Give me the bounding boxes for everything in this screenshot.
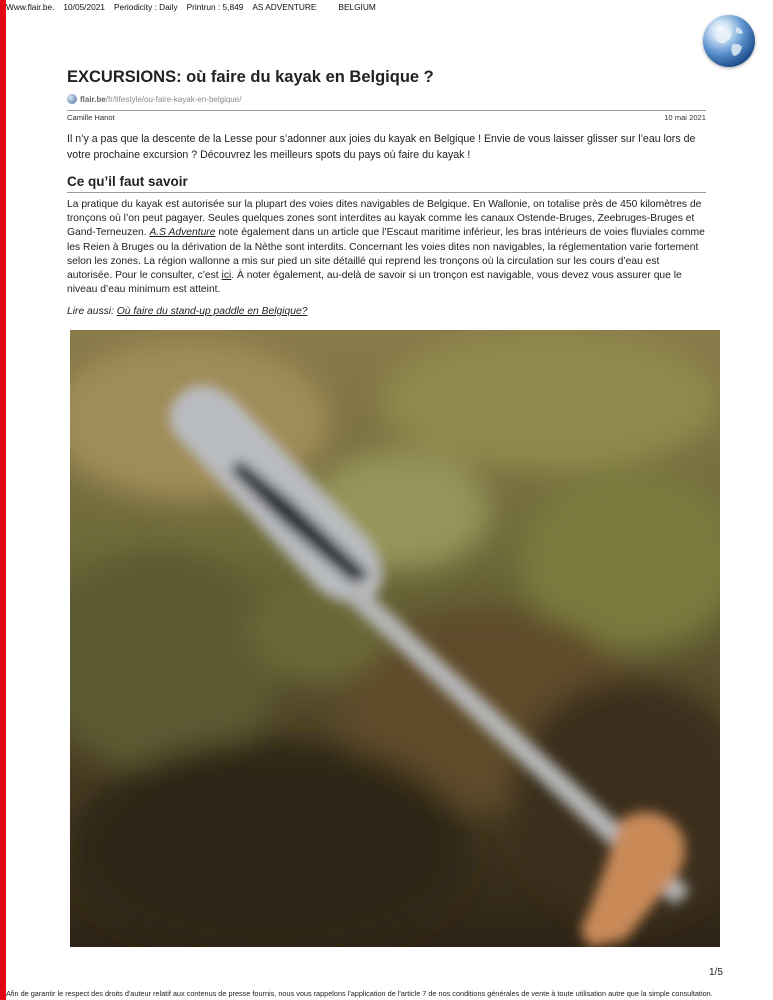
publish-date: 10 mai 2021 xyxy=(664,113,706,122)
source-site: flair.be xyxy=(80,95,106,104)
as-adventure-link[interactable]: A.S Adventure xyxy=(149,227,216,239)
site-favicon-icon xyxy=(67,94,77,104)
article-intro: Il n’y a pas que la descente de la Lesse pour s’adonner aux joies du kayak en Belgique ! Envie de vous laisser glisser sur l’eau lors de votre prochaine excursion ? Découvrez les meilleurs spots du pays où faire du kayak ! xyxy=(67,133,696,161)
meta-date: 10/05/2021 xyxy=(63,2,105,12)
byline xyxy=(67,113,706,122)
body-text-3: . À noter également, au-delà de savoir si un tronçon est navigable, vous devez vous assurer que le niveau d’eau minimum est atteint. xyxy=(67,270,682,296)
article-body xyxy=(67,198,707,297)
globe-icon xyxy=(703,15,755,67)
article-title: EXCURSIONS: où faire du kayak en Belgique ? xyxy=(67,68,434,86)
meta-printrun: Printrun : 5,849 xyxy=(186,2,244,12)
meta-source: Www.flair.be. xyxy=(6,2,55,12)
source-url[interactable] xyxy=(67,94,706,111)
author: Camille Hanot xyxy=(67,113,115,122)
read-also-link[interactable]: Où faire du stand-up paddle en Belgique? xyxy=(116,306,308,317)
kayak-paddle-photo xyxy=(70,330,720,947)
ici-link[interactable]: ici xyxy=(221,270,232,282)
red-margin-bar xyxy=(0,0,6,1000)
read-also xyxy=(67,306,307,317)
body-text-2: note également dans un article que l’Escaut maritime inférieur, les bras intérieurs de voies fluviales comme les Reien à Bruges ou la dérivation de la Nèthe sont interdits. Concernant les voies dites non navigables, la réglementation varie fortement selon les zones. La région wallonne a mis sur pied un site détaillé qui reprend les tronçons où la circulation sur les cours d’eau est autorisée. Pour le consulter, c’est xyxy=(67,227,705,282)
copyright-footer: Afin de garantir le respect des droits d'auteur relatif aux contenus de presse fournis, nous vous rappelons l'application de l'article 7 de nos conditions générales de vente à toute utilisation autre que la simple consultation. xyxy=(6,989,713,998)
press-metadata xyxy=(6,2,385,12)
body-text-1: La pratique du kayak est autorisée sur la plupart des voies dites navigables de Belgique. En Wallonie, on totalise près de 450 kilomètres de tronçons où l’on peut pagayer. Seules quelques zones sont interdites au kayak comme les canaux Ostende-Bruges, Zeebruges-Bruges et Gand-Terneuzen. xyxy=(67,199,702,239)
meta-periodicity: Periodicity : Daily xyxy=(113,2,178,12)
page-number: 1/5 xyxy=(709,967,723,978)
section-heading: Ce qu’il faut savoir xyxy=(67,174,706,193)
read-also-label: Lire aussi: xyxy=(67,306,117,317)
source-path: /fr/lifestyle/ou-faire-kayak-en-belgique/ xyxy=(105,95,242,104)
meta-client: AS ADVENTURE xyxy=(252,2,317,12)
meta-country: BELGIUM xyxy=(338,2,376,12)
